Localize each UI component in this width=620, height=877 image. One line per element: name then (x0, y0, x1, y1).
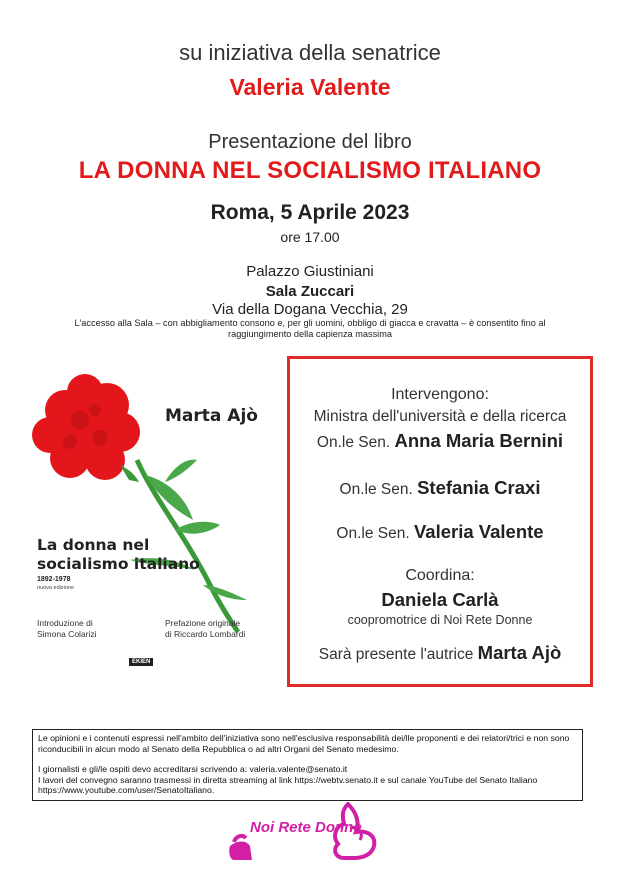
event-time: ore 17.00 (280, 229, 340, 245)
speaker-item: On.le Sen. Anna Maria Bernini (316, 430, 564, 451)
coordinator-role: coopromotrice di Noi Rete Donne (347, 613, 533, 627)
minister-role: Ministra dell'università e della ricerca (313, 408, 567, 425)
speaker-item: On.le Sen. Stefania Craxi (339, 477, 541, 498)
senator-name: Valeria Valente (229, 74, 391, 100)
cover-years: 1892-1978 (37, 576, 71, 583)
event-date: Roma, 5 Aprile 2023 (210, 201, 410, 224)
initiative-line: su iniziativa della senatrice (179, 40, 441, 65)
disclaimer-streaming: I lavori del convegno saranno trasmessi in diretta streaming al link https://webtv.senato.it e sul canale YouTube del Senato Italiano https://www.youtube.com/user/SenatoItaliano. (38, 774, 538, 796)
room-name: Sala Zuccari (265, 283, 355, 300)
access-note: L'accesso alla Sala – con abbigliamento consono e, per gli uomini, obbligo di giacca e cravatta – è consentito fino al raggiungimento della capienza massima (74, 318, 546, 339)
disclaimer-accreditation: I giornalisti e gli/le ospiti devo accreditarsi scrivendo a: valeria.valente@senato.it (38, 764, 348, 775)
cover-introduction: Introduzione di Simona Colarizi (37, 618, 97, 639)
coordinator-name: Daniela Carlà (381, 589, 499, 610)
cover-title-line1: La donna nel (37, 536, 150, 554)
cover-preface: Prefazione originale di Riccardo Lombardi (165, 618, 246, 639)
venue-address: Via della Dogana Vecchia, 29 (212, 301, 408, 318)
cover-title-line2: socialismo italiano (37, 555, 200, 573)
cover-author: Marta Ajò (165, 406, 258, 426)
coordinator-heading: Coordina: (405, 567, 475, 584)
speaker-item: On.le Sen. Valeria Valente (336, 521, 544, 542)
publisher-logo: EKIEN (129, 658, 153, 666)
disclaimer-responsibility: Le opinioni e i contenuti espressi nell'ambito dell'iniziativa sono nell'esclusiva responsabilità dei/lle proponenti e dei relatori/trici e non sono riconducibili in alcun modo al Senato della Repubblica o ad altri Organi del Senato medesimo. (38, 733, 570, 754)
disclaimer-box (32, 729, 583, 801)
author-present-line: Sarà presente l'autrice Marta Ajò (318, 642, 562, 663)
speakers-box (287, 356, 593, 687)
cover-edition: nuova edizione (37, 585, 75, 591)
presentation-label: Presentazione del libro (208, 131, 412, 153)
noi-rete-donne-logo (228, 802, 383, 864)
book-cover (25, 370, 260, 675)
logo-text: Noi Rete Donne (250, 819, 362, 836)
venue-name: Palazzo Giustiniani (246, 263, 374, 280)
speakers-heading: Intervengono: (391, 386, 489, 403)
book-title: LA DONNA NEL SOCIALISMO ITALIANO (78, 157, 542, 184)
